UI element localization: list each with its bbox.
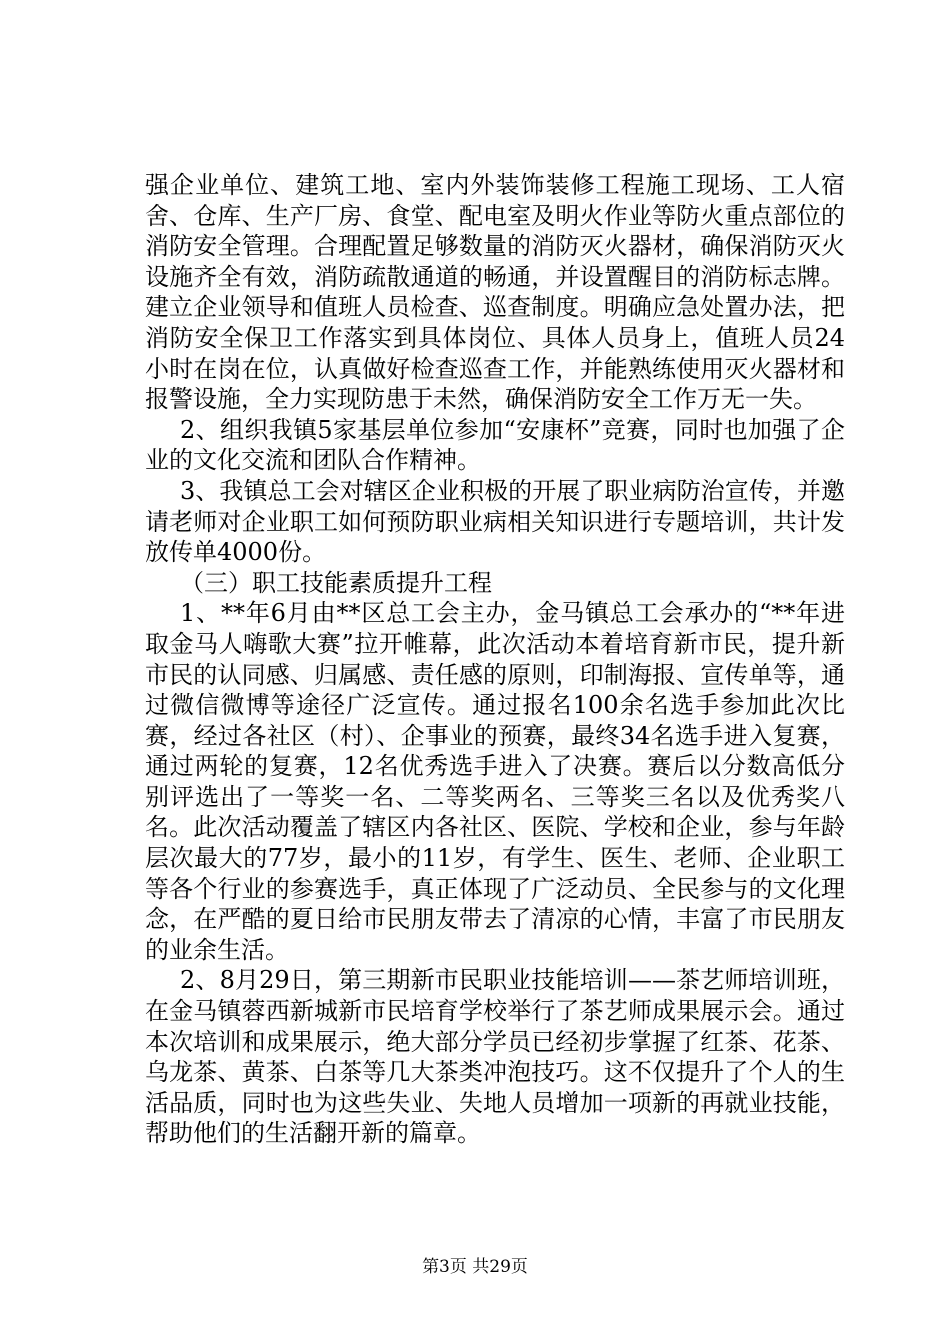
document-body xyxy=(145,170,845,1149)
paragraph-fire-safety-continued: 强企业单位、建筑工地、室内外装饰装修工程施工现场、工人宿舍、仓库、生产厂房、食堂、配电室及明火作业等防火重点部位的消防安全管理。合理配置足够数量的消防灭火器材，确保消防灭火设施齐全有效，消防疏散通道的畅通，并设置醒目的消防标志牌。建立企业领导和值班人员检查、巡查制度。明确应急处置办法，把消防安全保卫工作落实到具体岗位、具体人员身上，值班人员24小时在岗在位，认真做好检查巡查工作，并能熟练使用灭火器材和报警设施，全力实现防患于未然，确保消防安全工作万无一失。 xyxy=(145,171,845,414)
paragraph-occupational-disease: 3、我镇总工会对辖区企业积极的开展了职业病防治宣传，并邀请老师对企业职工如何预防职业病相关知识进行专题培训，共计发放传单4000份。 xyxy=(145,476,845,567)
paragraph-singing-contest: 1、**年6月由**区总工会主办，金马镇总工会承办的“**年进取金马人嗨歌大赛”拉开帷幕，此次活动本着培育新市民，提升新市民的认同感、归属感、责任感的原则，印制海报、宣传单等，通过微信微博等途径广泛宣传。通过报名100余名选手参加此次比赛，经过各社区（村）、企事业的预赛，最终34名选手进入复赛，通过两轮的复赛，12名优秀选手进入了决赛。赛后以分数高低分别评选出了一等奖一名、二等奖两名、三等奖三名以及优秀奖八名。此次活动覆盖了辖区内各社区、医院、学校和企业，参与年龄层次最大的77岁，最小的11岁，有学生、医生、老师、企业职工等各个行业的参赛选手，真正体现了广泛动员、全民参与的文化理念，在严酷的夏日给市民朋友带去了清凉的心情，丰富了市民朋友的业余生活。 xyxy=(145,599,845,964)
paragraph-ankang-cup: 2、组织我镇5家基层单位参加“安康杯”竞赛，同时也加强了企业的文化交流和团队合作精神。 xyxy=(145,415,845,475)
paragraph-tea-art-training: 2、8月29日，第三期新市民职业技能培训——茶艺师培训班，在金马镇蓉西新城新市民培育学校举行了茶艺师成果展示会。通过本次培训和成果展示，绝大部分学员已经初步掌握了红茶、花茶、乌龙茶、黄茶、白茶等几大茶类冲泡技巧。这不仅提升了个人的生活品质，同时也为这些失业、失地人员增加一项新的再就业技能，帮助他们的生活翻开新的篇章。 xyxy=(145,966,845,1148)
page-number-footer: 第3页 共29页 xyxy=(422,1257,528,1277)
section-heading-skills: （三）职工技能素质提升工程 xyxy=(180,568,492,597)
